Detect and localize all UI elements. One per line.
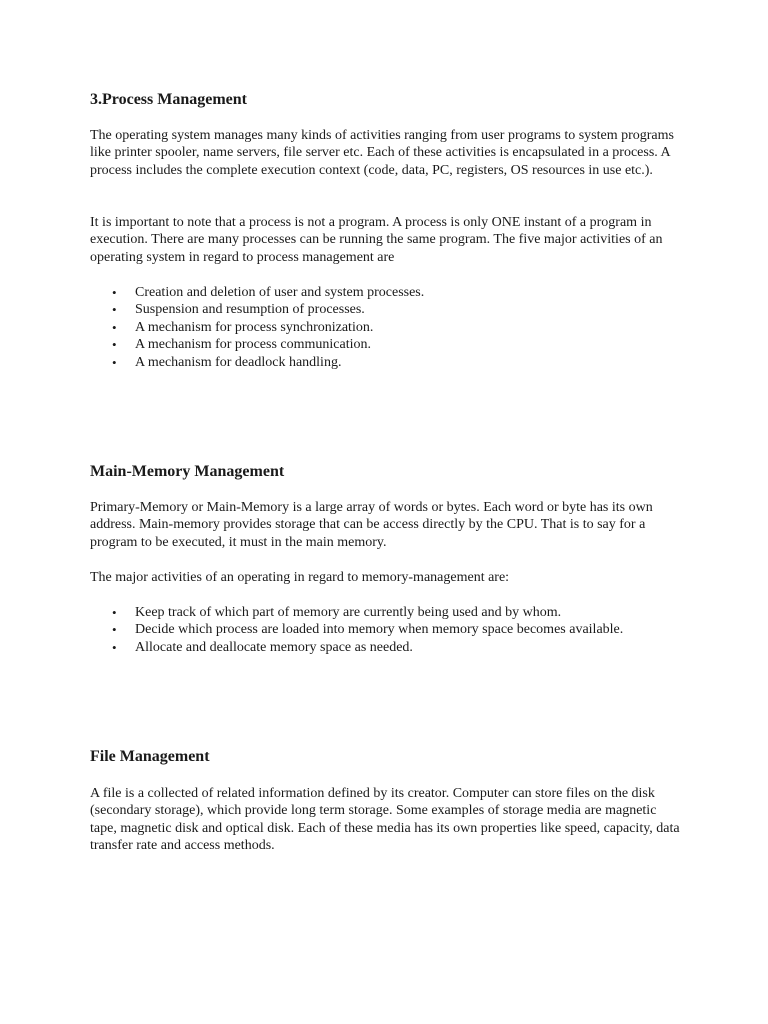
process-activities-list (90, 284, 680, 371)
list-item: • A mechanism for process communication. (90, 336, 680, 353)
list-item: • A mechanism for process synchronization. (90, 319, 680, 336)
list-item: • Allocate and deallocate memory space as needed. (90, 639, 680, 656)
list-item: • Creation and deletion of user and system processes. (90, 284, 680, 301)
main-memory-paragraph-2: The major activities of an operating in regard to memory-management are: (90, 570, 510, 585)
file-management-heading: File Management (90, 748, 210, 765)
process-management-paragraph-2: It is important to note that a process is not a program. A process is only ONE instant of a program in execution. There are many processes can be running the same program. The five major activities of an operating system in regard to process management are (90, 215, 663, 265)
list-item: • Suspension and resumption of processes. (90, 301, 680, 318)
list-item: • Keep track of which part of memory are currently being used and by whom. (90, 604, 680, 621)
main-memory-management-heading: Main-Memory Management (90, 463, 285, 480)
main-memory-paragraph-1: Primary-Memory or Main-Memory is a large array of words or bytes. Each word or byte has its own address. Main-memory provides storage that can be access directly by the CPU. That is to say for a program to be executed, it must in the main memory. (90, 500, 653, 550)
list-item: • A mechanism for deadlock handling. (90, 354, 680, 371)
process-management-heading: 3.Process Management (90, 91, 247, 108)
memory-activities-list (90, 604, 680, 656)
process-management-paragraph-1: The operating system manages many kinds of activities ranging from user programs to system programs like printer spooler, name servers, file server etc. Each of these activities is encapsulated in a process. A process includes the complete execution context (code, data, PC, registers, OS resources in use etc.). (90, 128, 674, 178)
list-item: • Decide which process are loaded into memory when memory space becomes available. (90, 621, 680, 638)
file-management-paragraph-1: A file is a collected of related information defined by its creator. Computer can store files on the disk (secondary storage), which provide long term storage. Some examples of storage media are magnetic tape, magnetic disk and optical disk. Each of these media has its own properties like speed, capacity, data transfer rate and access methods. (90, 786, 680, 854)
